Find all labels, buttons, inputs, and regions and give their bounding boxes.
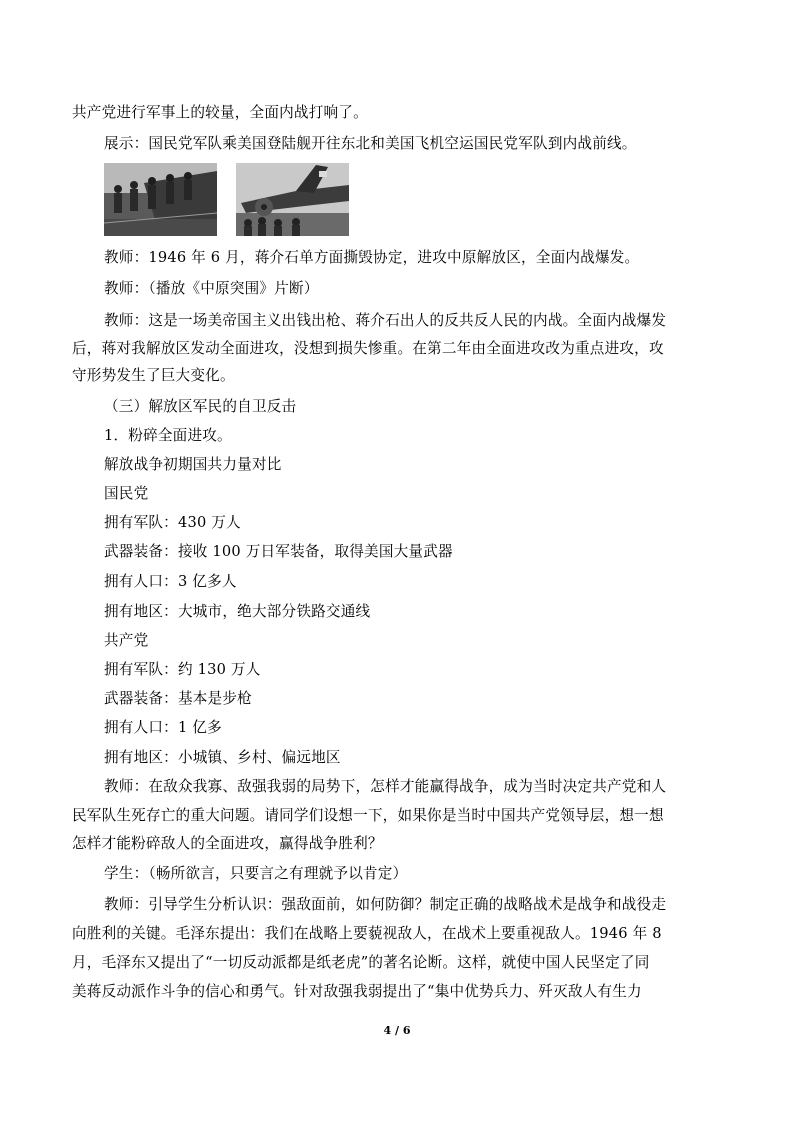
paragraph-line: 后，蒋对我解放区发动全面进攻，没想到损失惨重。在第二年由全面进攻改为重点进攻，攻 [72,340,664,357]
paragraph-line: 展示：国民党军队乘美国登陆舰开往东北和美国飞机空运国民党军队到内战前线。 [104,135,637,152]
paragraph-line: 武器装备：基本是步枪 [104,690,252,707]
paragraph-line: 怎样才能粉碎敌人的全面进攻，赢得战争胜利？ [72,835,383,852]
paragraph-line: 学生：（畅所欲言，只要言之有理就予以肯定） [104,865,408,882]
paragraph-line: 教师：在敌众我寡、敌强我弱的局势下，怎样才能赢得战争，成为当时决定共产党和人 [104,778,667,795]
paragraph-line: 教师：（播放《中原突围》片断） [104,280,319,297]
subsection-heading: 1．粉碎全面进攻。 [104,427,232,444]
paragraph-line: 美蒋反动派作斗争的信心和勇气。针对敌强我弱提出了“集中优势兵力、歼灭敌人有生力 [72,983,642,1000]
paragraph-line: 月，毛泽东又提出了“一切反动派都是纸老虎”的著名论断。这样，就使中国人民坚定了同 [72,954,650,971]
photo-aircraft-airlift [236,163,349,236]
paragraph-line: 拥有地区：大城市，绝大部分铁路交通线 [104,603,371,620]
paragraph-line: 教师：这是一场美帝国主义出钱出枪、蒋介石出人的反共反人民的内战。全面内战爆发 [104,312,667,329]
paragraph-line: 教师：1946 年 6 月，蒋介石单方面撕毁协定，进攻中原解放区，全面内战爆发。 [104,249,640,266]
paragraph-line: 共产党进行军事上的较量，全面内战打响了。 [72,104,368,121]
paragraph-line: 拥有军队：430 万人 [104,514,241,531]
paragraph-line: 拥有人口：3 亿多人 [104,573,237,590]
photo-landing-ship [104,163,217,236]
paragraph-line: 武器装备：接收 100 万日军装备，取得美国大量武器 [104,543,453,560]
paragraph-line: 教师：引导学生分析认识：强敌面前，如何防御？制定正确的战略战术是战争和战役走 [104,896,667,913]
paragraph-line: 守形势发生了巨大变化。 [72,367,235,384]
paragraph-line: 共产党 [104,632,149,649]
paragraph-line: 民军队生死存亡的重大问题。请同学们设想一下，如果你是当时中国共产党领导层，想一想 [72,807,664,824]
paragraph-line: 解放战争初期国共力量对比 [104,456,282,473]
paragraph-line: 拥有军队：约 130 万人 [104,661,261,678]
paragraph-line: 国民党 [104,485,149,502]
section-heading: （三）解放区军民的自卫反击 [104,398,297,415]
paragraph-line: 拥有人口：1 亿多 [104,719,222,736]
paragraph-line: 拥有地区：小城镇、乡村、偏远地区 [104,749,341,766]
paragraph-line: 向胜利的关键。毛泽东提出：我们在战略上要藐视敌人，在战术上要重视敌人。1946 年 8 [72,925,662,942]
page-number: 4 / 6 [383,1024,411,1037]
